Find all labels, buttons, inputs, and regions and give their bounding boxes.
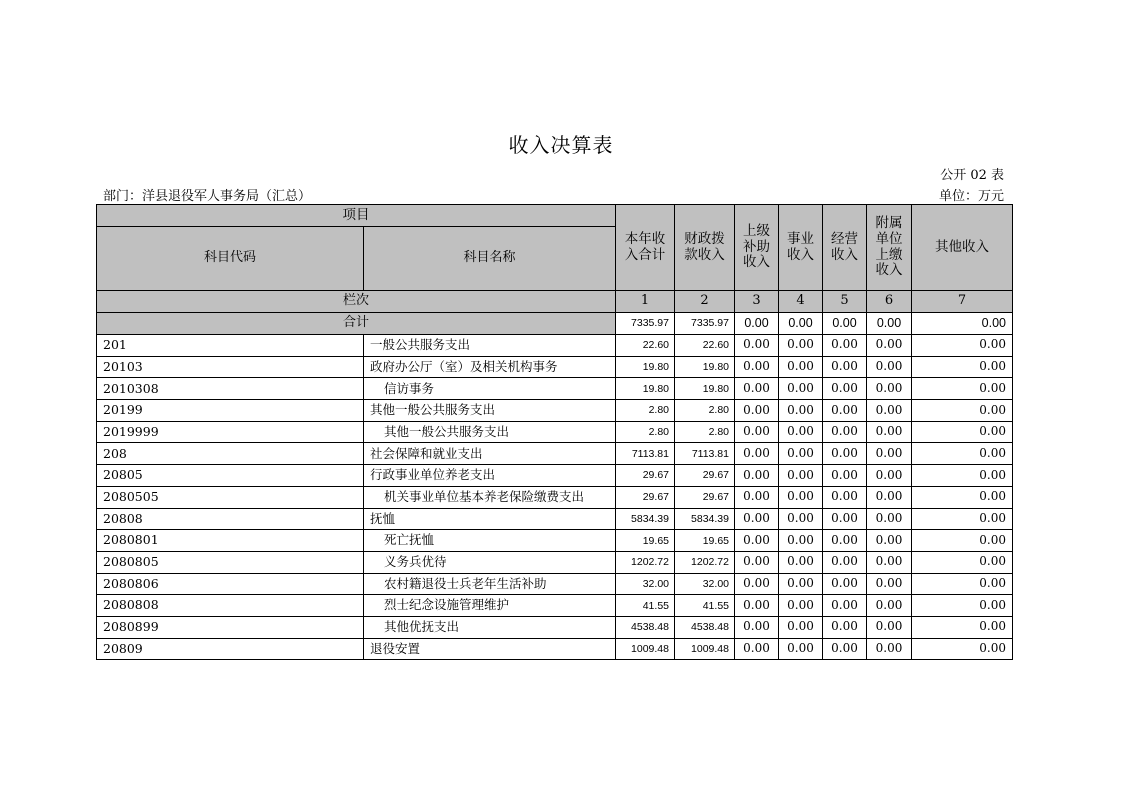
unit-label: 单位：万元: [938, 189, 1004, 204]
total-value: 0.00: [867, 313, 912, 335]
cell-value: 19.65: [616, 530, 675, 552]
lanci-7: 7: [912, 291, 1013, 313]
total-value: 0.00: [735, 313, 779, 335]
lanci-2: 2: [675, 291, 735, 313]
subject-name: 死亡抚恤: [364, 530, 616, 552]
cell-value: 32.00: [616, 573, 675, 595]
cell-value: 0.00: [779, 443, 823, 465]
table-row: [97, 443, 1013, 465]
total-value: 0.00: [912, 313, 1013, 335]
cell-value: 2.80: [616, 421, 675, 443]
cell-value: 32.00: [675, 573, 735, 595]
cell-value: 2.80: [616, 400, 675, 422]
cell-value: 0.00: [823, 356, 867, 378]
cell-value: 2.80: [675, 421, 735, 443]
cell-value: 0.00: [867, 551, 912, 573]
cell-value: 0.00: [867, 378, 912, 400]
cell-value: 29.67: [675, 465, 735, 487]
table-row: [97, 335, 1013, 357]
table-row: [97, 356, 1013, 378]
subject-name: 政府办公厅（室）及相关机构事务: [364, 356, 616, 378]
cell-value: 1202.72: [675, 551, 735, 573]
cell-value: 0.00: [735, 551, 779, 573]
cell-value: 0.00: [867, 530, 912, 552]
cell-value: 0.00: [912, 421, 1013, 443]
total-value: 0.00: [779, 313, 823, 335]
cell-value: 0.00: [867, 443, 912, 465]
cell-value: 0.00: [735, 573, 779, 595]
total-value: 0.00: [823, 313, 867, 335]
cell-value: 0.00: [867, 335, 912, 357]
lanci-5: 5: [823, 291, 867, 313]
subject-name: 其他优抚支出: [364, 616, 616, 638]
cell-value: 0.00: [867, 573, 912, 595]
header-col-2: 财政拨 款收入: [675, 205, 735, 291]
header-col-7: 其他收入: [912, 205, 1013, 291]
table-row: [97, 400, 1013, 422]
subject-code: 20805: [97, 465, 364, 487]
cell-value: 0.00: [779, 530, 823, 552]
cell-value: 0.00: [912, 378, 1013, 400]
subject-code: 208: [97, 443, 364, 465]
subject-code: 2080805: [97, 551, 364, 573]
subject-code: 2019999: [97, 421, 364, 443]
cell-value: 0.00: [912, 465, 1013, 487]
subject-name: 一般公共服务支出: [364, 335, 616, 357]
cell-value: 4538.48: [675, 616, 735, 638]
total-label: 合计: [97, 313, 616, 335]
header-item: 项目: [97, 205, 616, 227]
subject-name: 义务兵优待: [364, 551, 616, 573]
lanci-1: 1: [616, 291, 675, 313]
subject-code: 201: [97, 335, 364, 357]
subject-name: 社会保障和就业支出: [364, 443, 616, 465]
cell-value: 2.80: [675, 400, 735, 422]
cell-value: 0.00: [735, 530, 779, 552]
lanci-4: 4: [779, 291, 823, 313]
cell-value: 0.00: [779, 616, 823, 638]
cell-value: 5834.39: [616, 508, 675, 530]
subject-code: 20103: [97, 356, 364, 378]
cell-value: 0.00: [867, 595, 912, 617]
subject-name: 机关事业单位基本养老保险缴费支出: [364, 486, 616, 508]
cell-value: 0.00: [912, 400, 1013, 422]
form-number: 公开 02 表: [940, 168, 1004, 183]
cell-value: 0.00: [867, 638, 912, 660]
subject-name: 信访事务: [364, 378, 616, 400]
table-row: [97, 638, 1013, 660]
header-name: 科目名称: [364, 227, 616, 291]
subject-name: 行政事业单位养老支出: [364, 465, 616, 487]
table-row: [97, 486, 1013, 508]
cell-value: 0.00: [912, 551, 1013, 573]
cell-value: 7113.81: [616, 443, 675, 465]
cell-value: 0.00: [867, 465, 912, 487]
cell-value: 0.00: [779, 486, 823, 508]
cell-value: 0.00: [735, 335, 779, 357]
cell-value: 0.00: [823, 573, 867, 595]
income-table: [96, 204, 1013, 660]
header-col-1: 本年收 入合计: [616, 205, 675, 291]
cell-value: 0.00: [823, 443, 867, 465]
cell-value: 0.00: [779, 335, 823, 357]
cell-value: 29.67: [616, 465, 675, 487]
cell-value: 0.00: [735, 465, 779, 487]
total-value: 7335.97: [675, 313, 735, 335]
cell-value: 0.00: [912, 573, 1013, 595]
cell-value: 0.00: [912, 486, 1013, 508]
cell-value: 1009.48: [616, 638, 675, 660]
cell-value: 0.00: [823, 465, 867, 487]
cell-value: 0.00: [735, 616, 779, 638]
cell-value: 0.00: [912, 638, 1013, 660]
cell-value: 5834.39: [675, 508, 735, 530]
cell-value: 0.00: [867, 616, 912, 638]
subject-name: 退役安置: [364, 638, 616, 660]
subject-code: 20809: [97, 638, 364, 660]
table-row: [97, 530, 1013, 552]
cell-value: 0.00: [735, 421, 779, 443]
cell-value: 0.00: [912, 508, 1013, 530]
table-row: [97, 465, 1013, 487]
cell-value: 0.00: [823, 508, 867, 530]
total-row: [97, 313, 1013, 335]
cell-value: 0.00: [735, 508, 779, 530]
cell-value: 0.00: [779, 400, 823, 422]
cell-value: 0.00: [823, 638, 867, 660]
cell-value: 0.00: [735, 378, 779, 400]
subject-code: 2010308: [97, 378, 364, 400]
cell-value: 0.00: [779, 421, 823, 443]
cell-value: 0.00: [867, 356, 912, 378]
cell-value: 1009.48: [675, 638, 735, 660]
department-label: 部门：洋县退役军人事务局（汇总）: [103, 189, 312, 204]
subject-name: 抚恤: [364, 508, 616, 530]
cell-value: 0.00: [823, 400, 867, 422]
cell-value: 0.00: [779, 465, 823, 487]
subject-code: 2080801: [97, 530, 364, 552]
cell-value: 19.80: [616, 378, 675, 400]
subject-code: 2080808: [97, 595, 364, 617]
cell-value: 41.55: [675, 595, 735, 617]
subject-code: 20808: [97, 508, 364, 530]
table-row: [97, 378, 1013, 400]
subject-code: 2080899: [97, 616, 364, 638]
cell-value: 0.00: [735, 356, 779, 378]
subject-code: 2080806: [97, 573, 364, 595]
cell-value: 0.00: [823, 616, 867, 638]
header-col-4: 事业 收入: [779, 205, 823, 291]
cell-value: 19.80: [675, 356, 735, 378]
header-col-3: 上级 补助 收入: [735, 205, 779, 291]
cell-value: 0.00: [823, 486, 867, 508]
cell-value: 0.00: [779, 378, 823, 400]
subject-name: 烈士纪念设施管理维护: [364, 595, 616, 617]
cell-value: 0.00: [779, 595, 823, 617]
cell-value: 0.00: [779, 638, 823, 660]
cell-value: 0.00: [867, 508, 912, 530]
cell-value: 0.00: [823, 378, 867, 400]
cell-value: 0.00: [823, 551, 867, 573]
cell-value: 41.55: [616, 595, 675, 617]
cell-value: 0.00: [912, 595, 1013, 617]
header-col-5: 经营 收入: [823, 205, 867, 291]
total-value: 7335.97: [616, 313, 675, 335]
cell-value: 0.00: [867, 421, 912, 443]
cell-value: 0.00: [735, 443, 779, 465]
cell-value: 0.00: [912, 335, 1013, 357]
cell-value: 19.80: [616, 356, 675, 378]
cell-value: 0.00: [823, 530, 867, 552]
cell-value: 0.00: [779, 573, 823, 595]
header-col-6: 附属 单位 上缴 收入: [867, 205, 912, 291]
page-title: 收入决算表: [508, 133, 614, 157]
cell-value: 0.00: [735, 486, 779, 508]
cell-value: 0.00: [735, 400, 779, 422]
subject-code: 2080505: [97, 486, 364, 508]
header-code: 科目代码: [97, 227, 364, 291]
subject-name: 其他一般公共服务支出: [364, 400, 616, 422]
cell-value: 0.00: [779, 356, 823, 378]
cell-value: 0.00: [912, 616, 1013, 638]
cell-value: 19.80: [675, 378, 735, 400]
lanci-6: 6: [867, 291, 912, 313]
cell-value: 4538.48: [616, 616, 675, 638]
table-row: [97, 421, 1013, 443]
cell-value: 29.67: [675, 486, 735, 508]
cell-value: 1202.72: [616, 551, 675, 573]
table-row: [97, 508, 1013, 530]
subject-name: 农村籍退役士兵老年生活补助: [364, 573, 616, 595]
cell-value: 0.00: [867, 486, 912, 508]
cell-value: 29.67: [616, 486, 675, 508]
cell-value: 22.60: [675, 335, 735, 357]
cell-value: 0.00: [912, 443, 1013, 465]
cell-value: 0.00: [779, 508, 823, 530]
table-row: [97, 616, 1013, 638]
cell-value: 22.60: [616, 335, 675, 357]
cell-value: 0.00: [912, 530, 1013, 552]
cell-value: 0.00: [823, 421, 867, 443]
cell-value: 0.00: [735, 638, 779, 660]
cell-value: 0.00: [735, 595, 779, 617]
table-row: [97, 595, 1013, 617]
table-row: [97, 551, 1013, 573]
subject-name: 其他一般公共服务支出: [364, 421, 616, 443]
cell-value: 0.00: [823, 595, 867, 617]
cell-value: 7113.81: [675, 443, 735, 465]
lanci-label: 栏次: [97, 291, 616, 313]
cell-value: 0.00: [912, 356, 1013, 378]
cell-value: 19.65: [675, 530, 735, 552]
lanci-3: 3: [735, 291, 779, 313]
table-row: [97, 573, 1013, 595]
cell-value: 0.00: [779, 551, 823, 573]
cell-value: 0.00: [823, 335, 867, 357]
cell-value: 0.00: [867, 400, 912, 422]
subject-code: 20199: [97, 400, 364, 422]
